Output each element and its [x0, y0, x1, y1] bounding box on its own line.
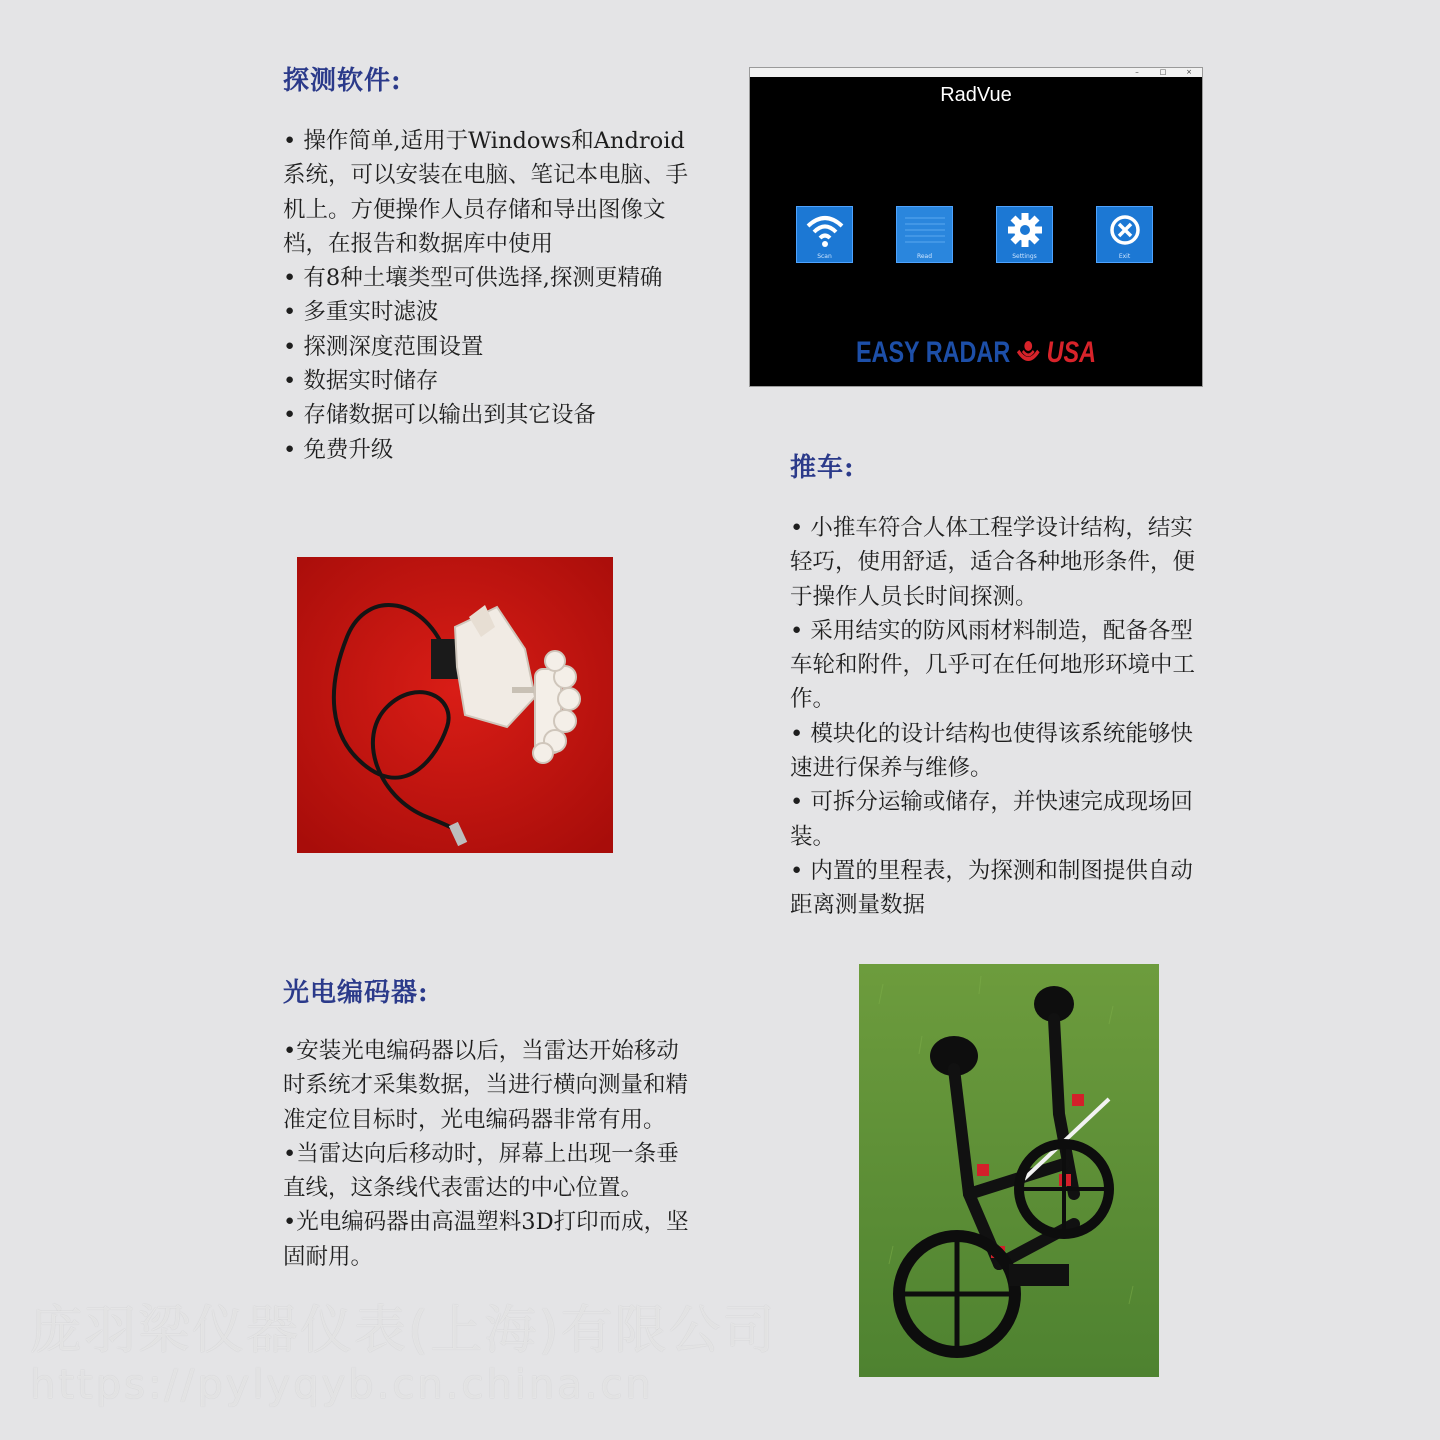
list-item: •当雷达向后移动时，屏幕上出现一条垂直线，这条线代表雷达的中心位置。	[283, 1140, 679, 1202]
button-label: Scan	[817, 253, 832, 260]
list-item: • 探测深度范围设置	[283, 333, 484, 360]
list-item: •安装光电编码器以后，当雷达开始移动时系统才采集数据，当进行横向测量和精准定位目标时，光电编码器非常有用。	[283, 1038, 689, 1133]
minimize-icon: –	[1135, 68, 1139, 76]
encoder-illustration	[297, 557, 613, 853]
button-label: Read	[916, 253, 933, 260]
list-item: • 内置的里程表，为探测和制图提供自动距离测量数据	[790, 857, 1193, 919]
list-item: • 数据实时储存	[283, 368, 439, 395]
window-titlebar	[750, 68, 1202, 77]
cart-heading: 推车:	[790, 453, 855, 483]
cart-illustration	[859, 964, 1159, 1377]
list-item: • 有8种土壤类型可供选择,探测更精确	[283, 265, 663, 292]
close-window-icon: ×	[1186, 68, 1192, 76]
brand-text: USA	[1046, 336, 1097, 369]
maximize-icon: □	[1159, 68, 1167, 76]
radar-logo-icon	[1017, 339, 1040, 365]
read-button	[896, 206, 953, 263]
list-item: • 采用结实的防风雨材料制造，配备各型车轮和附件，几乎可在任何地形环境中工作。	[790, 617, 1196, 713]
brand-text: EASY RADAR	[855, 336, 1011, 369]
software-heading: 探测软件:	[283, 66, 402, 96]
encoder-feature-list	[283, 1034, 701, 1274]
scan-button	[796, 206, 853, 263]
software-feature-list	[283, 124, 701, 467]
list-item: • 可拆分运输或储存，并快速完成现场回装。	[790, 789, 1193, 850]
list-item: • 免费升级	[283, 436, 394, 463]
list-item: • 存储数据可以输出到其它设备	[283, 402, 596, 429]
cart-photo	[859, 964, 1159, 1377]
watermark-url: https://pylyqyb.cn.china.cn	[30, 1362, 654, 1408]
watermark-company: 庞羽梁仪器仪表(上海)有限公司	[30, 1301, 777, 1361]
list-item: • 小推车符合人体工程学设计结构，结实轻巧，使用舒适，适合各种地形条件，便于操作人员长时间探测。	[790, 515, 1196, 610]
app-title: RadVue	[940, 84, 1012, 106]
wifi-icon	[805, 212, 845, 250]
settings-button	[996, 206, 1053, 263]
list-item: • 多重实时滤波	[283, 299, 439, 326]
encoder-photo	[297, 557, 613, 853]
list-item: • 模块化的设计结构也使得该系统能够快速进行保养与维修。	[790, 720, 1193, 782]
encoder-heading: 光电编码器:	[283, 978, 429, 1008]
cart-feature-list	[790, 511, 1208, 923]
gear-icon	[1005, 212, 1045, 250]
close-icon	[1105, 212, 1145, 250]
radvue-screenshot	[750, 68, 1202, 386]
easy-radar-logo	[800, 336, 1153, 370]
list-item: • 操作简单,适用于Windows和Android 系统，可以安装在电脑、笔记本电脑、手机上。方便操作人员存储和导出图像文档，在报告和数据库中使用	[283, 128, 689, 257]
exit-button	[1096, 206, 1153, 263]
button-label: Settings	[1012, 253, 1037, 260]
grid-icon	[905, 212, 945, 250]
button-label: Exit	[1118, 253, 1131, 260]
list-item: •光电编码器由高温塑料3D打印而成，坚固耐用。	[283, 1209, 689, 1270]
